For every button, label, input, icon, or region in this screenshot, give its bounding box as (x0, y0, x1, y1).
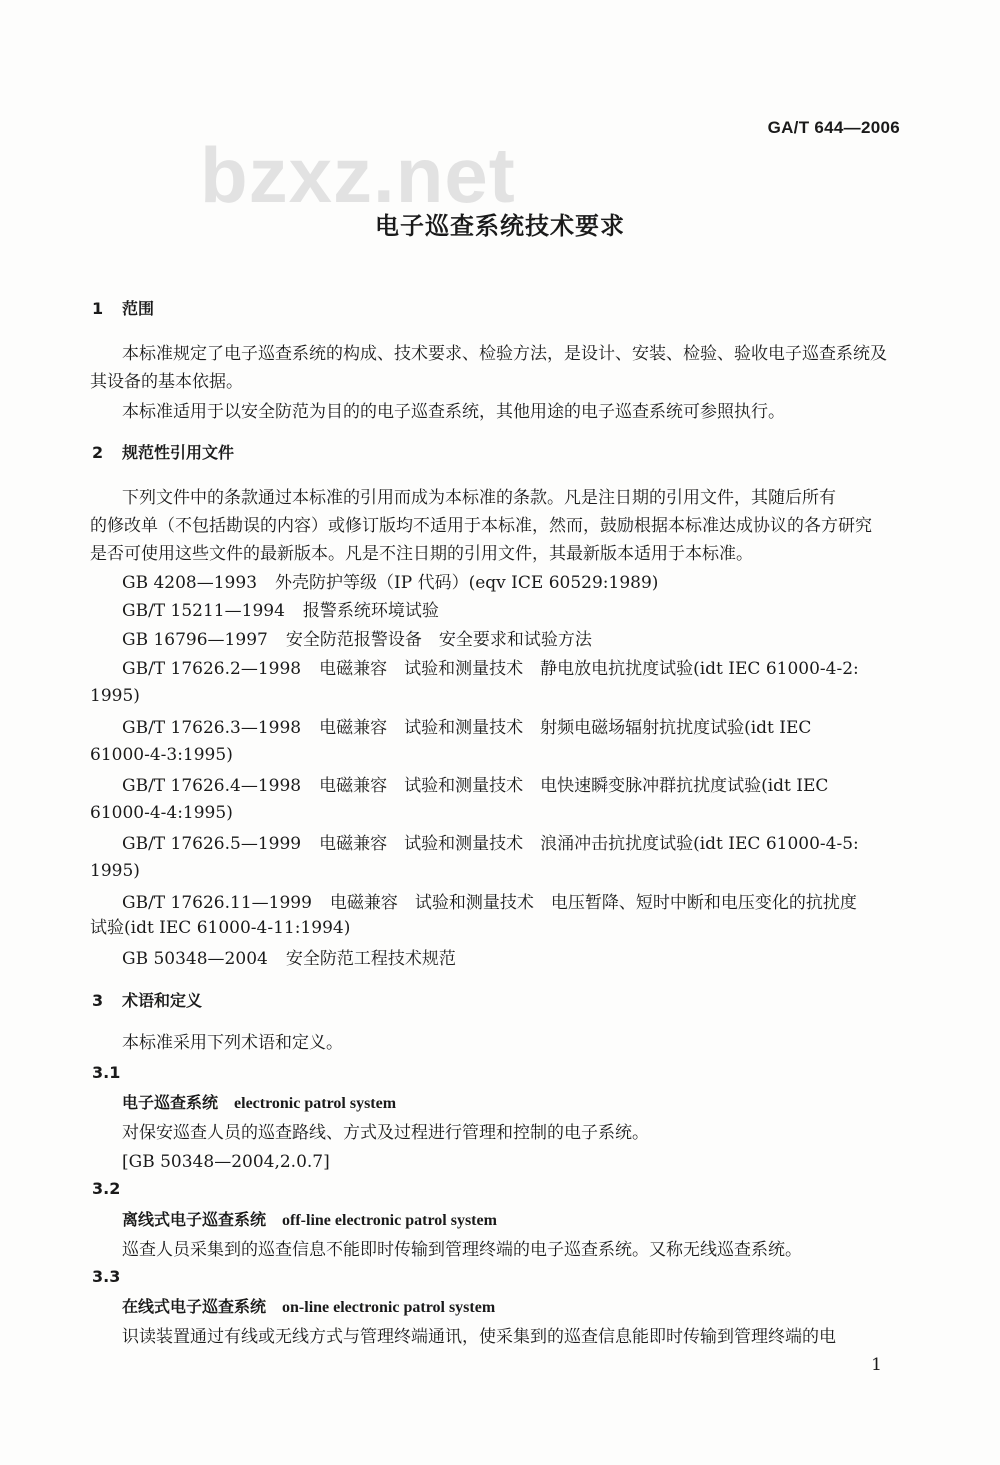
reference-code: GB 16796—1997 (122, 630, 268, 650)
section-number: 2 (92, 443, 104, 462)
section-heading (92, 990, 202, 1012)
reference-title: 电磁兼容 试验和测量技术 电快速瞬变脉冲群抗扰度试验(idt IEC (319, 776, 829, 796)
reference-continuation: 1995) (90, 686, 140, 706)
term-english: electronic patrol system (234, 1095, 397, 1112)
reference-item (122, 948, 456, 970)
reference-code: GB/T 17626.5—1999 (122, 834, 302, 854)
section-title: 规范性引用文件 (122, 443, 235, 462)
section-number: 1 (92, 299, 104, 318)
paragraph-line: 其设备的基本依据。 (90, 372, 243, 392)
reference-item (122, 717, 811, 739)
reference-item (122, 833, 859, 855)
reference-continuation: 试验(idt IEC 61000-4-11:1994) (90, 918, 351, 938)
term-english: on-line electronic patrol system (282, 1299, 496, 1316)
watermark: bzxz.net (200, 131, 516, 219)
reference-code: GB/T 17626.4—1998 (122, 776, 302, 796)
term-number: 3.1 (92, 1063, 121, 1082)
reference-code: GB/T 15211—1994 (122, 601, 285, 621)
term-entry (122, 1296, 495, 1319)
reference-code: GB 4208—1993 (122, 573, 258, 593)
term-source: [GB 50348—2004,2.0.7] (122, 1152, 330, 1172)
document-number: GA/T 644—2006 (767, 118, 900, 137)
paragraph-line: 的修改单（不包括勘误的内容）或修订版均不适用于本标准，然而，鼓励根据本标准达成协议的各方研究 (90, 516, 872, 536)
paragraph-line: 本标准采用下列术语和定义。 (122, 1033, 343, 1053)
paragraph-line: 是否可使用这些文件的最新版本。凡是不注日期的引用文件，其最新版本适用于本标准。 (90, 544, 753, 564)
term-chinese: 在线式电子巡查系统 (122, 1297, 267, 1316)
reference-item (122, 572, 658, 594)
reference-title: 报警系统环境试验 (302, 601, 439, 621)
reference-item (122, 658, 859, 680)
document-title: 电子巡查系统技术要求 (375, 212, 625, 240)
reference-item (122, 600, 439, 622)
reference-title: 外壳防护等级（IP 代码）(eqv ICE 60529:1989) (275, 573, 659, 593)
section-title: 范围 (122, 299, 155, 318)
reference-code: GB 50348—2004 (122, 949, 268, 969)
reference-continuation: 61000-4-3:1995) (90, 745, 233, 765)
reference-title: 电磁兼容 试验和测量技术 射频电磁场辐射抗扰度试验(idt IEC (319, 718, 812, 738)
reference-code: GB/T 17626.3—1998 (122, 718, 302, 738)
reference-continuation: 1995) (90, 861, 140, 881)
reference-code: GB/T 17626.2—1998 (122, 659, 302, 679)
term-definition: 巡查人员采集到的巡查信息不能即时传输到管理终端的电子巡查系统。又称无线巡查系统。 (122, 1240, 802, 1260)
reference-code: GB/T 17626.11—1999 (122, 893, 312, 913)
term-chinese: 离线式电子巡查系统 (122, 1210, 267, 1229)
term-number: 3.3 (92, 1267, 121, 1286)
reference-title: 电磁兼容 试验和测量技术 浪涌冲击抗扰度试验(idt IEC 61000-4-5: (319, 834, 859, 854)
reference-title: 电磁兼容 试验和测量技术 静电放电抗扰度试验(idt IEC 61000-4-2: (319, 659, 859, 679)
term-english: off-line electronic patrol system (282, 1212, 497, 1229)
reference-item (122, 892, 857, 914)
term-entry (122, 1209, 497, 1232)
term-definition: 识读装置通过有线或无线方式与管理终端通讯，使采集到的巡查信息能即时传输到管理终端的电 (122, 1327, 836, 1347)
term-entry (122, 1092, 396, 1115)
paragraph-line: 本标准规定了电子巡查系统的构成、技术要求、检验方法，是设计、安装、检验、验收电子巡查系统及 (122, 344, 887, 364)
page-number: 1 (871, 1355, 882, 1375)
reference-title: 安全防范报警设备 安全要求和试验方法 (285, 630, 592, 650)
term-chinese: 电子巡查系统 (122, 1093, 219, 1112)
term-definition: 对保安巡查人员的巡查路线、方式及过程进行管理和控制的电子系统。 (122, 1123, 649, 1143)
section-heading (92, 298, 154, 320)
reference-item (122, 629, 592, 651)
reference-title: 电磁兼容 试验和测量技术 电压暂降、短时中断和电压变化的抗扰度 (329, 893, 857, 913)
section-number: 3 (92, 991, 104, 1010)
reference-item (122, 775, 828, 797)
section-heading (92, 442, 234, 464)
paragraph-line: 下列文件中的条款通过本标准的引用而成为本标准的条款。凡是注日期的引用文件，其随后所有 (122, 488, 836, 508)
reference-continuation: 61000-4-4:1995) (90, 803, 233, 823)
reference-title: 安全防范工程技术规范 (285, 949, 456, 969)
section-title: 术语和定义 (122, 991, 203, 1010)
paragraph-line: 本标准适用于以安全防范为目的的电子巡查系统，其他用途的电子巡查系统可参照执行。 (122, 402, 785, 422)
term-number: 3.2 (92, 1179, 121, 1198)
